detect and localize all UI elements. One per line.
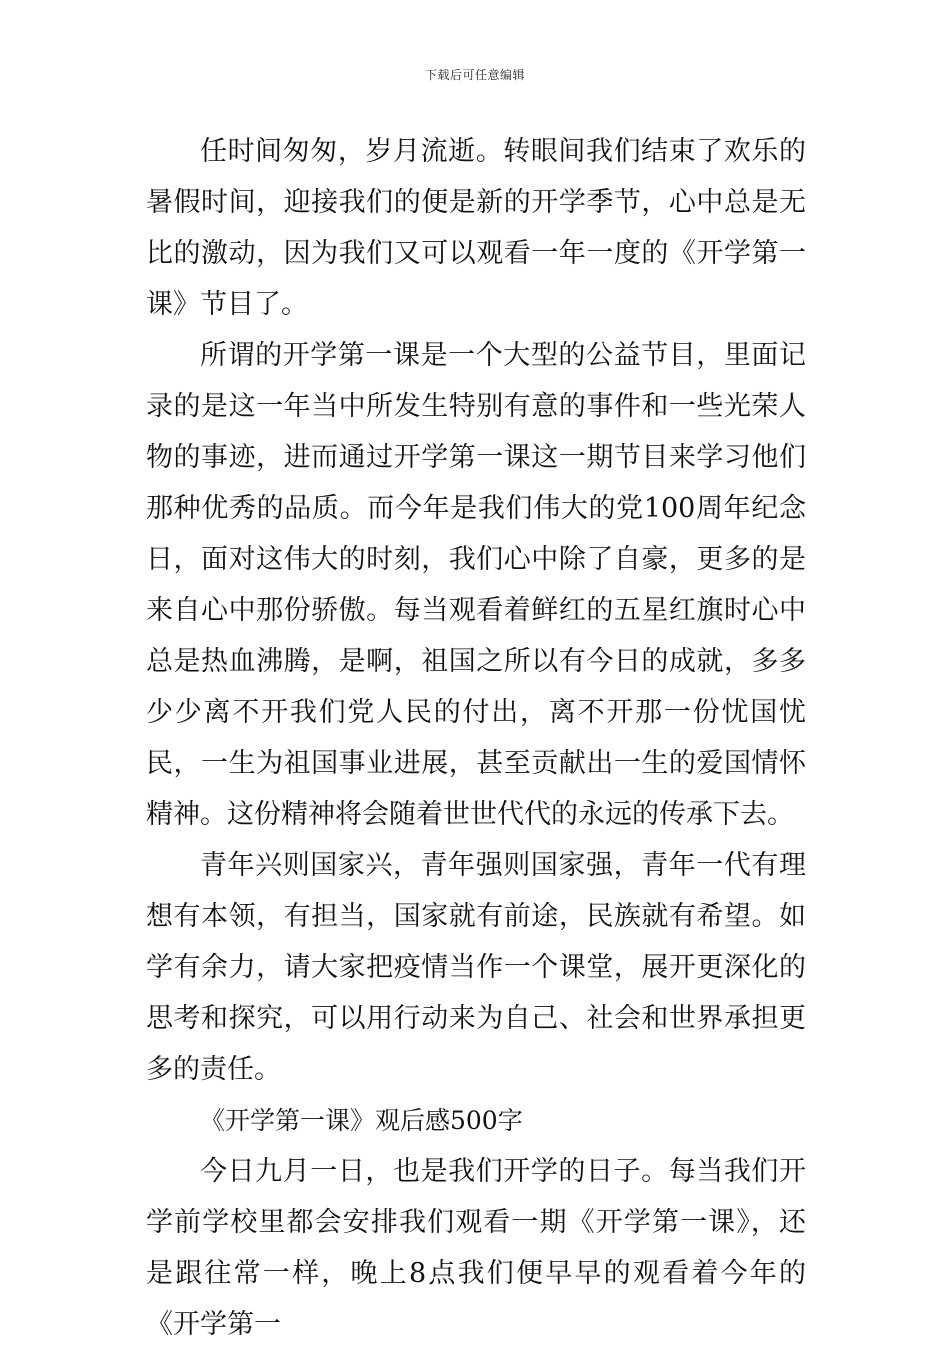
paragraph-3: 青年兴则国家兴，青年强则国家强，青年一代有理想有本领，有担当，国家就有前途，民族就有希望。如学有余力，请大家把疫情当作一个课堂，展开更深化的思考和探究，可以用行动来为自己、社会和世界承担更多的责任。 xyxy=(146,850,806,1085)
document-body xyxy=(146,126,806,1350)
paragraph-2: 所谓的开学第一课是一个大型的公益节目，里面记录的是这一年当中所发生特别有意的事件和一些光荣人物的事迹，进而通过开学第一课这一期节目来学习他们那种优秀的品质。而今年是我们伟大的党100周年纪念日，面对这伟大的时刻，我们心中除了自豪，更多的是来自心中那份骄傲。每当观看着鲜红的五星红旗时心中总是热血沸腾，是啊，祖国之所以有今日的成就，多多少少离不开我们党人民的付出，离不开那一份忧国忧民，一生为祖国事业进展，甚至贡献出一生的爱国情怀精神。这份精神将会随着世世代代的永远的传承下去。 xyxy=(146,340,806,830)
page-header: 下载后可任意编辑 xyxy=(424,68,525,82)
paragraph-4: 今日九月一日，也是我们开学的日子。每当我们开学前学校里都会安排我们观看一期《开学第一课》，还是跟往常一样，晚上8点我们便早早的观看着今年的《开学第一 xyxy=(146,1156,806,1340)
paragraph-1: 任时间匆匆，岁月流逝。转眼间我们结束了欢乐的暑假时间，迎接我们的便是新的开学季节，心中总是无比的激动，因为我们又可以观看一年一度的《开学第一课》节目了。 xyxy=(146,136,806,320)
section-title: 《开学第一课》观后感500字 xyxy=(200,1106,523,1135)
